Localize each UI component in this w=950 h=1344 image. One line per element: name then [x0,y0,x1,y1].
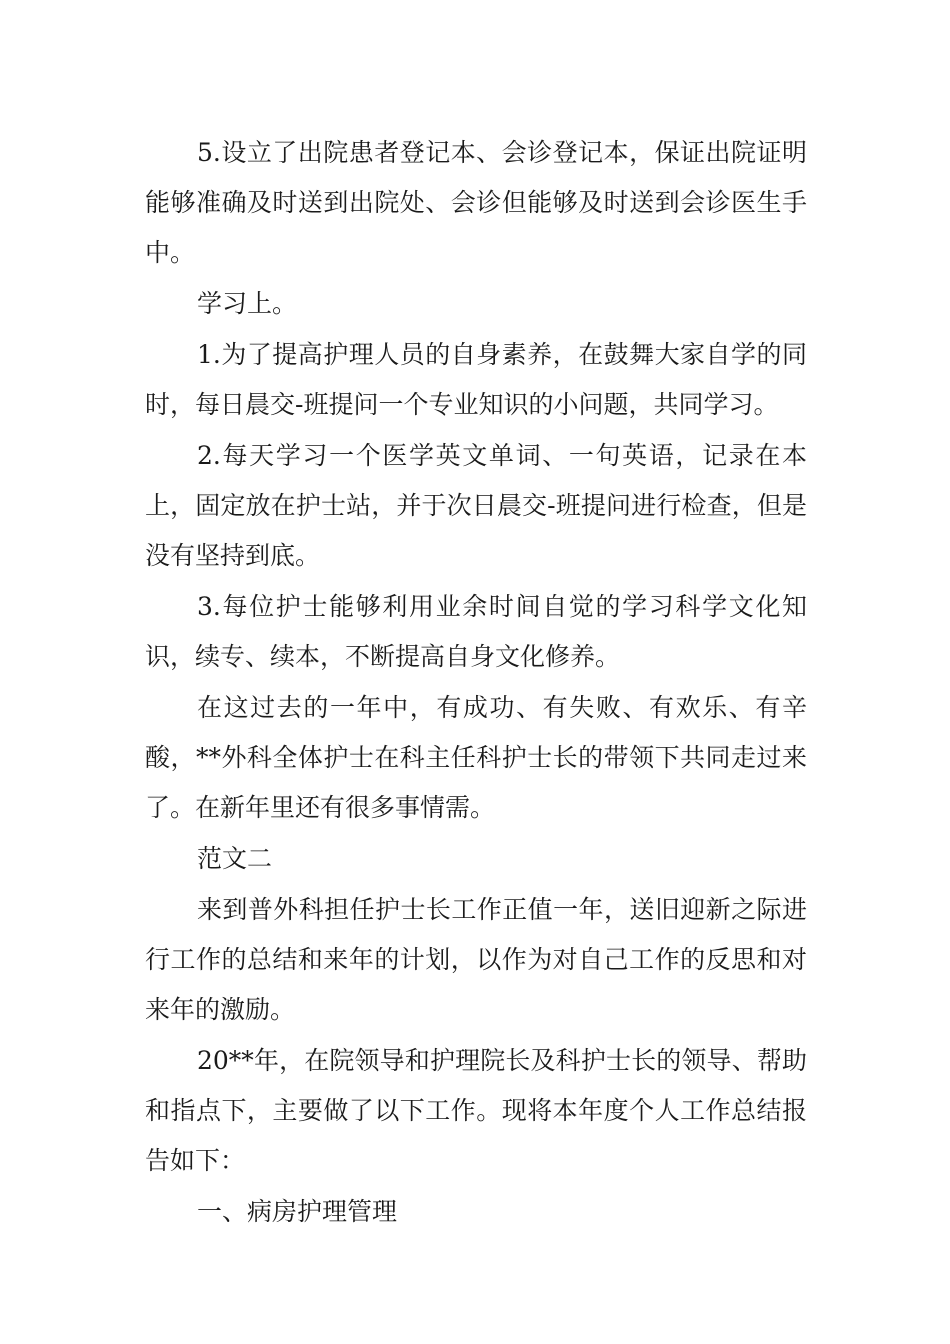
paragraph-study-item-3: 3.每位护士能够利用业余时间自觉的学习科学文化知识，续专、续本，不断提高自身文化修养。 [145,592,807,671]
paragraph-study-item-2: 2.每天学习一个医学英文单词、一句英语，记录在本上，固定放在护士站，并于次日晨交-班提问进行检查，但是没有坚持到底。 [145,441,807,570]
paragraph-overview: 20**年，在院领导和护理院长及科护士长的领导、帮助和指点下，主要做了以下工作。现将本年度个人工作总结报告如下： [145,1046,807,1175]
section-heading-study: 学习上。 [197,289,298,318]
section-heading-sample-two: 范文二 [197,844,273,873]
paragraph-year-summary: 在这过去的一年中，有成功、有失败、有欢乐、有辛酸，**外科全体护士在科主任科护士长的带领下共同走过来了。在新年里还有很多事情需。 [145,693,807,822]
paragraph-intro: 来到普外科担任护士长工作正值一年，送旧迎新之际进行工作的总结和来年的计划，以作为对自己工作的反思和对来年的激励。 [145,895,807,1024]
document-body [145,128,807,1238]
paragraph-study-item-1: 1.为了提高护理人员的自身素养，在鼓舞大家自学的同时，每日晨交-班提问一个专业知识的小问题，共同学习。 [145,340,807,419]
paragraph-item-5: 5.设立了出院患者登记本、会诊登记本，保证出院证明能够准确及时送到出院处、会诊但能够及时送到会诊医生手中。 [145,138,807,267]
section-heading-ward-management: 一、病房护理管理 [197,1197,398,1226]
